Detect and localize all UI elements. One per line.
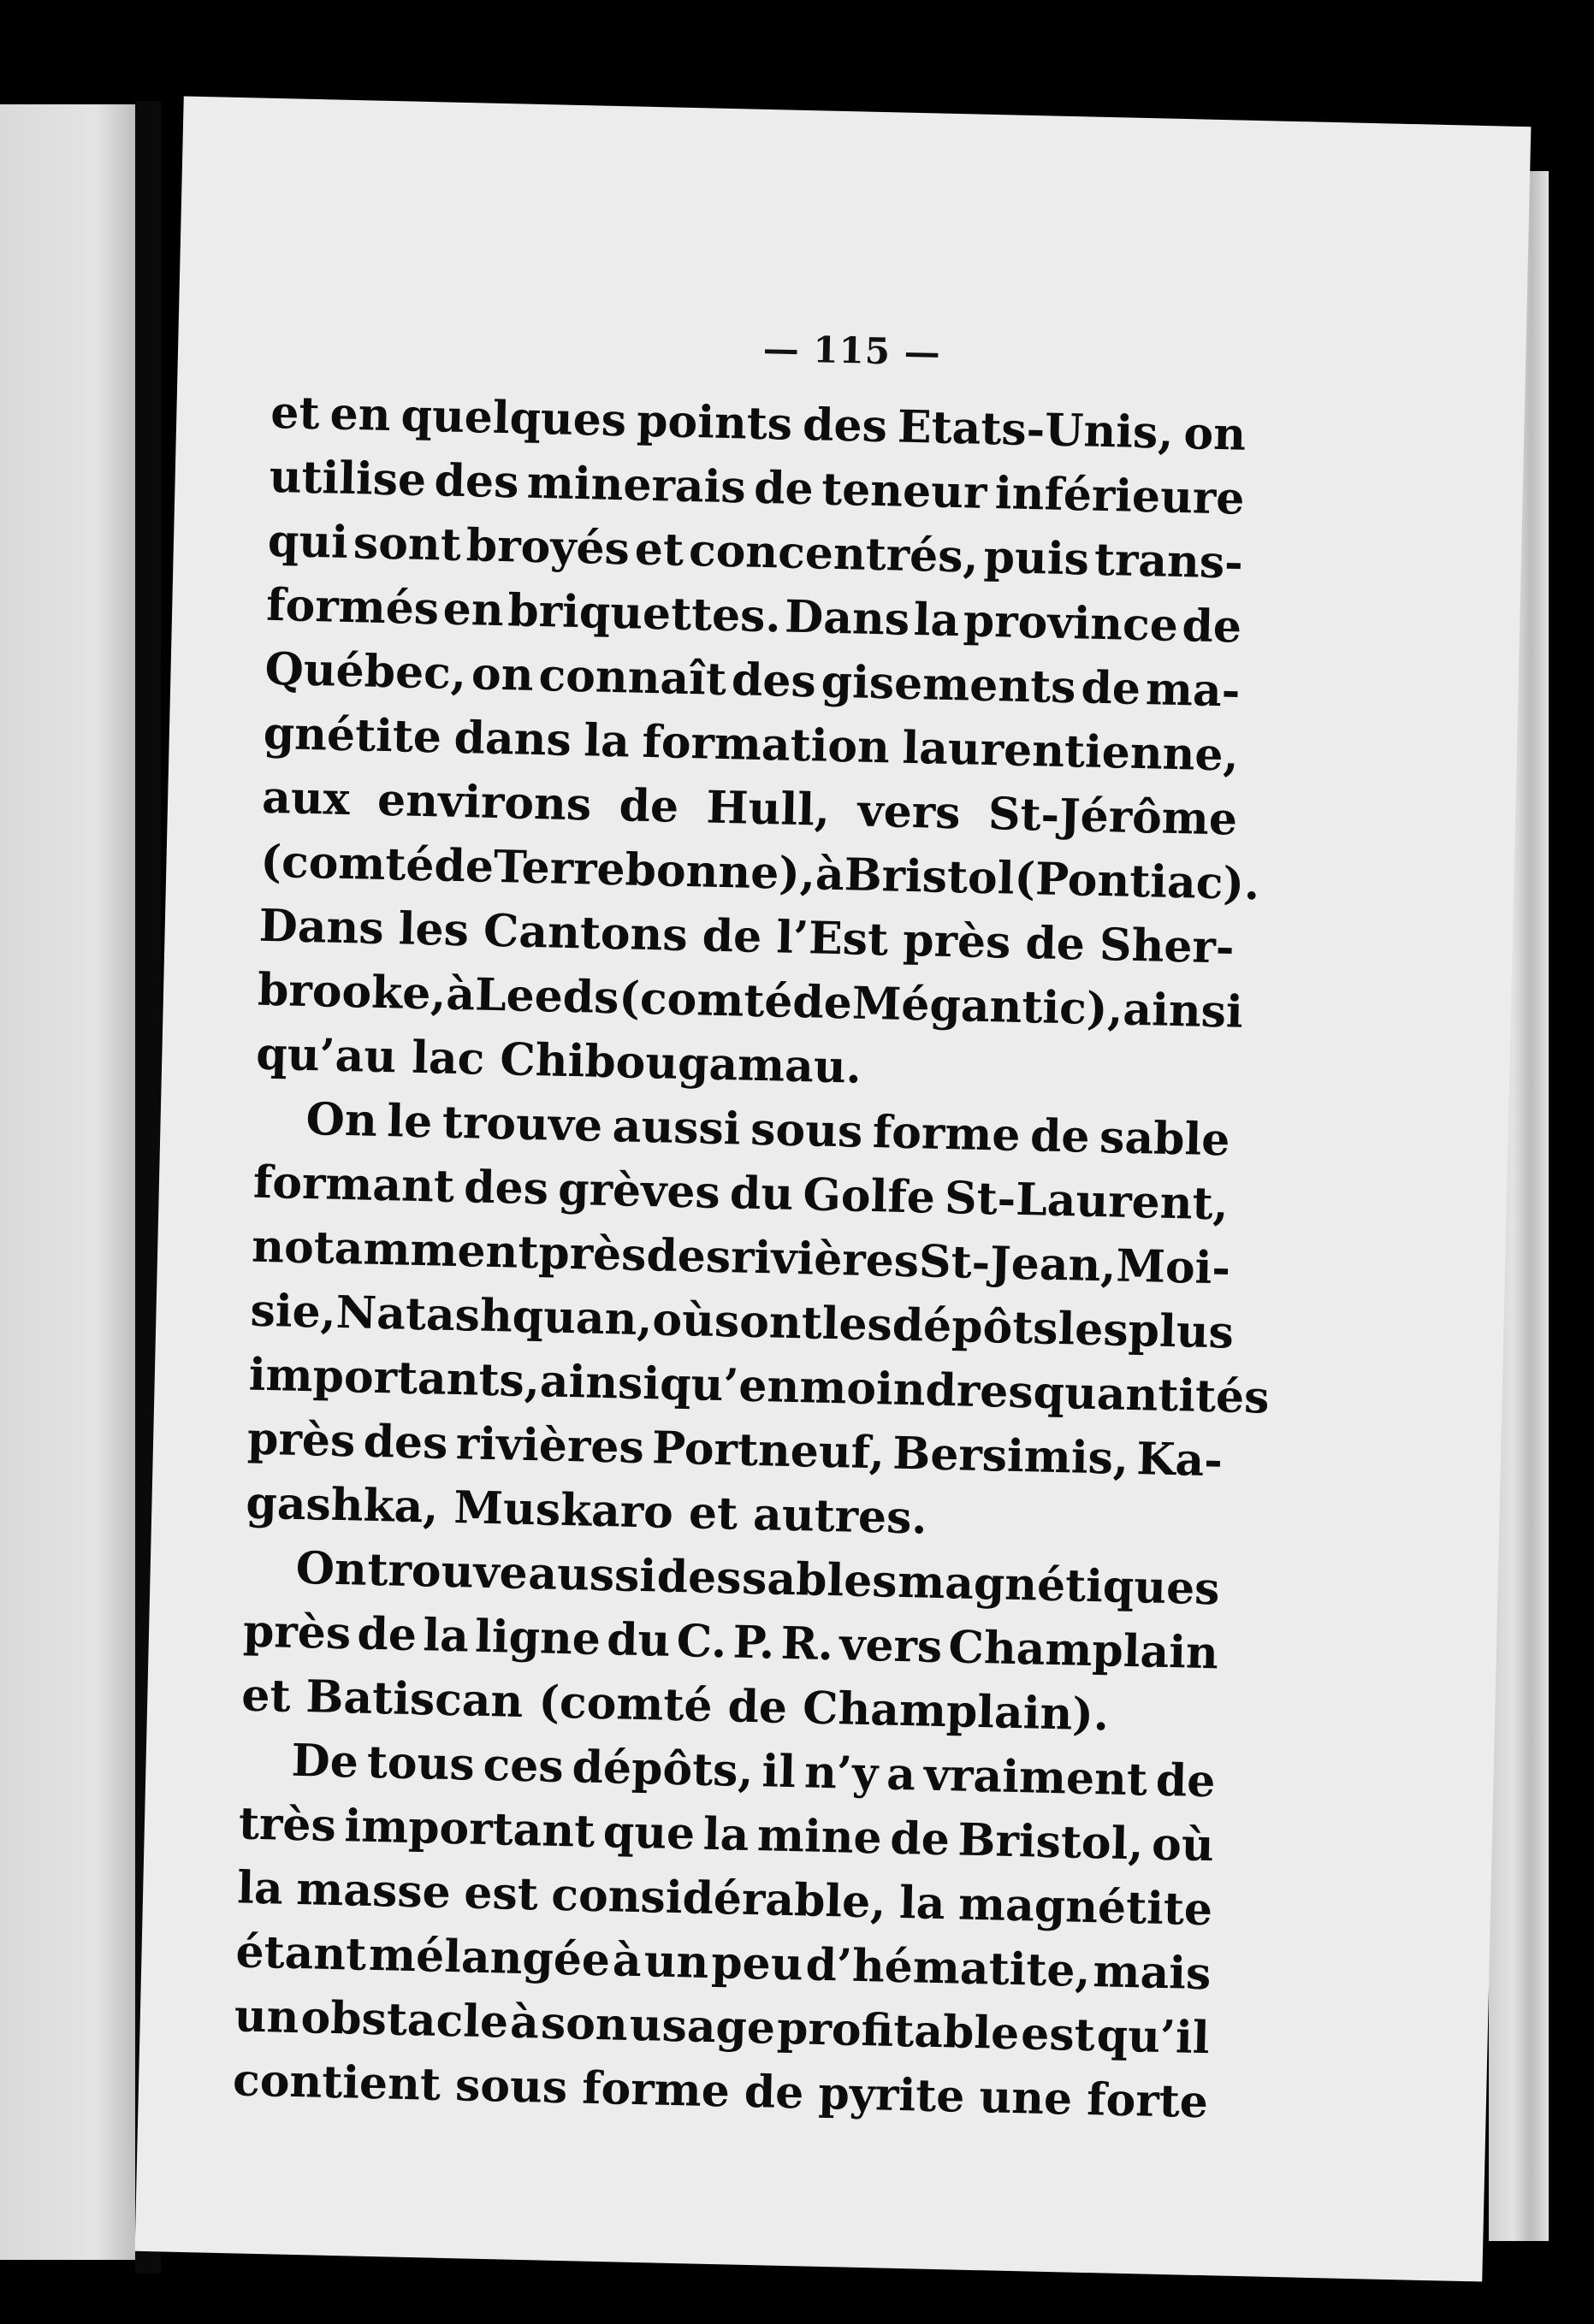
text-line: et en quelques points des Etats-Unis, on — [270, 386, 1247, 461]
text-line: et Batiscan (comté de Champlain). — [240, 1669, 1110, 1742]
paragraph-2 — [245, 1086, 1271, 1558]
text-line: étant mélangée à un peu d’hématite, mais — [234, 1925, 1212, 2001]
text-line: De tous ces dépôts, il n’y a vraiment de — [290, 1734, 1217, 1808]
text-line: gnétite dans la formation laurentienne, — [263, 707, 1240, 782]
text-line: On le trouve aussi sous forme de sable — [305, 1093, 1231, 1167]
paragraph-1 — [255, 381, 1260, 1109]
text-line: la masse est considérable, la magnétite — [236, 1861, 1213, 1937]
text-line: sie, Natashquan, où sont les dépôts les plus — [249, 1284, 1235, 1359]
text-line: Québec, on connaît des gisements de ma- — [264, 642, 1241, 718]
text-line: formés en briquettes. Dans la province de — [265, 578, 1242, 653]
text-line: Dans les Cantons de l’Est près de Sher- — [258, 899, 1235, 974]
text-line: très important que la mine de Bristol, où — [238, 1797, 1215, 1872]
text-line: importants, ainsi qu’en moindres quantités — [248, 1348, 1271, 1424]
text-line: notamment près des rivières St-Jean, Moi- — [251, 1220, 1231, 1295]
text-line: (comté de Terrebonne), à Bristol (Pontiac). — [259, 835, 1260, 911]
text-line: gashka, Muskaro et autres. — [245, 1476, 928, 1545]
page-text — [232, 381, 1271, 2134]
paragraph-4 — [232, 1727, 1216, 2134]
text-line: près des rivières Portneuf, Bersimis, Ka- — [246, 1412, 1224, 1487]
text-line: utilise des minerais de teneur inférieure — [269, 450, 1246, 525]
left-page-edge — [0, 104, 137, 2260]
text-line: aux environs de Hull, vers St-Jérôme — [261, 771, 1238, 846]
paragraph-3 — [241, 1535, 1221, 1750]
text-line: formant des grèves du Golfe St-Laurent, — [252, 1156, 1230, 1231]
text-line: près de la ligne du C. P. R. vers Champlain — [242, 1605, 1219, 1680]
text-line: contient sous forme de pyrite une forte — [232, 2054, 1209, 2129]
book-page — [135, 96, 1532, 2281]
page-number: — 115 — — [762, 327, 942, 374]
text-line: On trouve aussi des sables magnétiques — [295, 1541, 1221, 1616]
text-line: un obstacle à son usage profitable est qu’il — [234, 1990, 1211, 2065]
text-line: qui sont broyés et concentrés, puis trans- — [267, 514, 1244, 589]
text-line: qu’au lac Chibougamau. — [255, 1027, 862, 1094]
text-line: brooke, à Leeds (comté de Mégantic), ainsi — [257, 963, 1244, 1038]
